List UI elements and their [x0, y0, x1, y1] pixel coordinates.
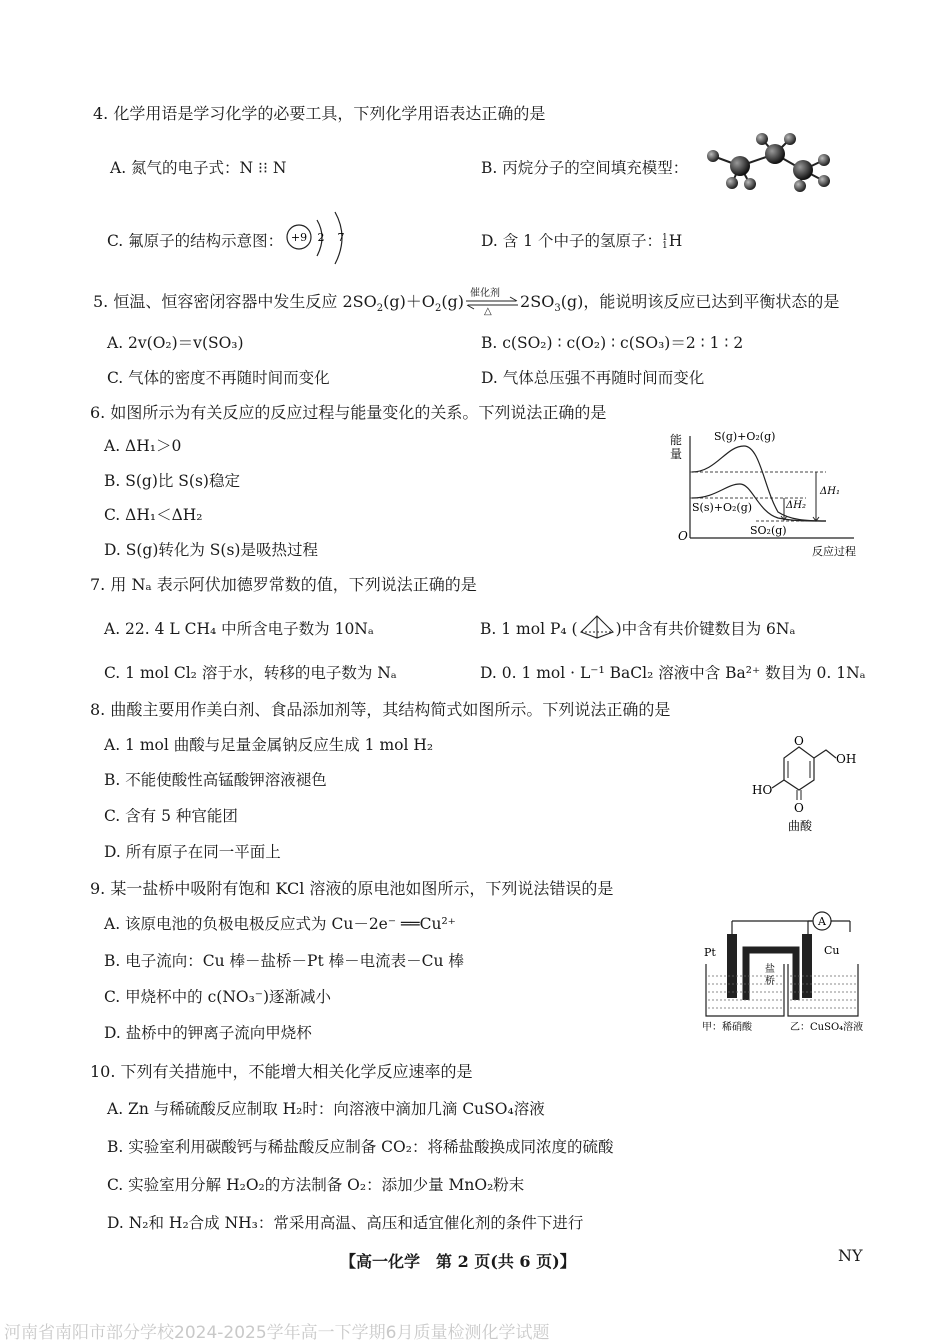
ss-label: S(s)+O₂(g) — [692, 501, 753, 514]
q4-stem: 4. 化学用语是学习化学的必要工具，下列化学用语表达正确的是 — [93, 104, 546, 123]
q9-option-b: B. 电子流向：Cu 棒－盐桥－Pt 棒－电流表－Cu 棒 — [104, 952, 464, 970]
galvanic-cell-diagram — [698, 904, 868, 1036]
ring-oxygen-label: O — [794, 734, 804, 748]
dh2-label: ΔH₂ — [786, 500, 806, 511]
q10-option-d: D. N₂和 H₂合成 NH₃：常采用高温、高压和适宜催化剂的条件下进行 — [107, 1214, 584, 1232]
so2-label: SO₂(g) — [750, 524, 787, 537]
energy-axis-label-1: 能 — [670, 433, 683, 447]
q5-product: 2SO — [520, 292, 555, 311]
q10-option-b: B. 实验室利用碳酸钙与稀盐酸反应制备 CO₂：将稀盐酸换成同浓度的硫酸 — [107, 1138, 614, 1156]
page-footer: 【高一化学 第 2 页(共 6 页)】 — [340, 1252, 576, 1271]
q4-option-d — [481, 229, 682, 251]
q6-option-d: D. S(g)转化为 S(s)是吸热过程 — [104, 541, 318, 559]
shell-2-electrons: 7 — [337, 231, 345, 244]
propane-space-filling-model — [700, 128, 840, 196]
energy-axis-label-2: 量 — [670, 447, 683, 461]
pt-electrode — [727, 934, 737, 998]
q8-option-c: C. 含有 5 种官能团 — [104, 807, 238, 825]
reversible-arrow — [464, 287, 520, 317]
sg-label: S(g)+O₂(g) — [714, 430, 776, 443]
pt-label: Pt — [704, 946, 716, 959]
ammeter-label: A — [818, 915, 826, 928]
q5-option-a: A. 2v(O₂)＝v(SO₃) — [107, 334, 244, 352]
left-beaker-caption: 甲：稀硝酸 — [702, 1022, 752, 1033]
p4-tetrahedron-icon — [578, 614, 616, 640]
carbonyl-oxygen-label: O — [794, 801, 804, 815]
q5-stem-part4: (g)，能说明该反应已达到平衡状态的是 — [560, 292, 840, 311]
q7-stem: 7. 用 Nₐ 表示阿伏加德罗常数的值，下列说法正确的是 — [90, 575, 477, 594]
q6-option-c: C. ΔH₁＜ΔH₂ — [104, 506, 203, 524]
q9-option-d: D. 盐桥中的钾离子流向甲烧杯 — [104, 1024, 312, 1042]
kojic-acid-structure — [748, 728, 868, 832]
q5-stem-part3: (g) — [441, 292, 465, 311]
q7-option-d: D. 0. 1 mol · L⁻¹ BaCl₂ 溶液中含 Ba²⁺ 数目为 0. 1Nₐ — [480, 664, 866, 682]
page-code: NY — [838, 1246, 863, 1265]
q5-option-b: B. c(SO₂) ∶ c(O₂) ∶ c(SO₃)＝2 ∶ 1 ∶ 2 — [481, 334, 744, 352]
q5-stem-part1: 5. 恒温、恒容密闭容器中发生反应 2SO — [93, 292, 377, 311]
nucleus-charge: +9 — [290, 231, 308, 244]
hydroxymethyl-oh-label: OH — [836, 752, 857, 766]
q8-option-a: A. 1 mol 曲酸与足量金属钠反应生成 1 mol H₂ — [104, 736, 434, 754]
catalyst-label: 催化剂 — [470, 287, 501, 299]
q9-option-c: C. 甲烧杯中的 c(NO₃⁻)逐渐减小 — [104, 988, 332, 1006]
q10-option-a: A. Zn 与稀硫酸反应制取 H₂时：向溶液中滴加几滴 CuSO₄溶液 — [107, 1100, 545, 1118]
fluorine-atom-structure-diagram — [283, 210, 353, 266]
q4-option-d-text: D. 含 1 个中子的氢原子： — [481, 232, 662, 250]
q9-option-a: A. 该原电池的负极电极反应式为 Cu－2e⁻ ══Cu²⁺ — [104, 915, 456, 933]
q4-option-c: C. 氟原子的结构示意图： — [107, 232, 284, 250]
q8-stem: 8. 曲酸主要用作美白剂、食品添加剂等，其结构简式如图所示。下列说法正确的是 — [90, 700, 671, 719]
salt-bridge-label-1: 盐 — [765, 964, 775, 975]
salt-bridge-label-2: 桥 — [765, 976, 775, 987]
q9-stem: 9. 某一盐桥中吸附有饱和 KCl 溶液的原电池如图所示，下列说法错误的是 — [90, 879, 614, 898]
hydroxyl-ho-label: HO — [752, 783, 773, 797]
dh1-label: ΔH₁ — [820, 486, 840, 497]
q7-option-b — [480, 617, 795, 640]
q5-stem: 5. 恒温、恒容密闭容器中发生反应 $2SO_2(g)+O_2(g)$ 催化剂 △ $2SO_3(g)$，能说明该反应已达到平衡状态的是 — [93, 289, 839, 314]
q8-option-b: B. 不能使酸性高锰酸钾溶液褪色 — [104, 771, 327, 789]
atomic-number: 1 — [661, 241, 668, 251]
q6-stem: 6. 如图所示为有关反应的反应过程与能量变化的关系。下列说法正确的是 — [90, 403, 607, 422]
watermark: 河南省南阳市部分学校2024-2025学年高一下学期6月质量检测化学试题 — [4, 1323, 550, 1343]
q7-option-b-suffix: )中含有共价键数目为 6Nₐ — [615, 620, 796, 638]
shell-1-electrons: 2 — [317, 231, 325, 244]
right-beaker-caption: 乙：CuSO₄溶液 — [790, 1022, 864, 1033]
q6-option-a: A. ΔH₁＞0 — [104, 437, 182, 455]
q5-stem-part2: (g)＋O — [383, 292, 435, 311]
hydrogen-symbol: H — [668, 232, 683, 250]
cu-label: Cu — [824, 944, 840, 957]
energy-profile-diagram — [666, 428, 866, 560]
mass-number: 1 — [661, 233, 668, 243]
q6-option-b: B. S(g)比 S(s)稳定 — [104, 472, 240, 490]
kojic-acid-caption: 曲酸 — [788, 819, 813, 832]
q4-option-a: A. 氮气的电子式：N ⁝⁝ N — [110, 159, 287, 177]
q10-stem: 10. 下列有关措施中，不能增大相关化学反应速率的是 — [90, 1062, 473, 1081]
q7-option-c: C. 1 mol Cl₂ 溶于水，转移的电子数为 Nₐ — [104, 664, 397, 682]
q8-option-d: D. 所有原子在同一平面上 — [104, 843, 281, 861]
q4-option-b: B. 丙烷分子的空间填充模型： — [481, 159, 689, 177]
q5-option-d: D. 气体总压强不再随时间而变化 — [481, 369, 705, 387]
equilibrium-arrow-icon — [464, 294, 520, 312]
q7-option-b-prefix: B. 1 mol P₄ ( — [480, 620, 578, 638]
heat-label: △ — [484, 305, 492, 317]
reaction-progress-label: 反应过程 — [812, 545, 856, 558]
q5-option-c: C. 气体的密度不再随时间而变化 — [107, 369, 330, 387]
origin-label: O — [678, 529, 688, 543]
q7-option-a: A. 22. 4 L CH₄ 中所含电子数为 10Nₐ — [104, 620, 374, 638]
cu-electrode — [802, 934, 812, 998]
q10-option-c: C. 实验室用分解 H₂O₂的方法制备 O₂：添加少量 MnO₂粉末 — [107, 1176, 525, 1194]
